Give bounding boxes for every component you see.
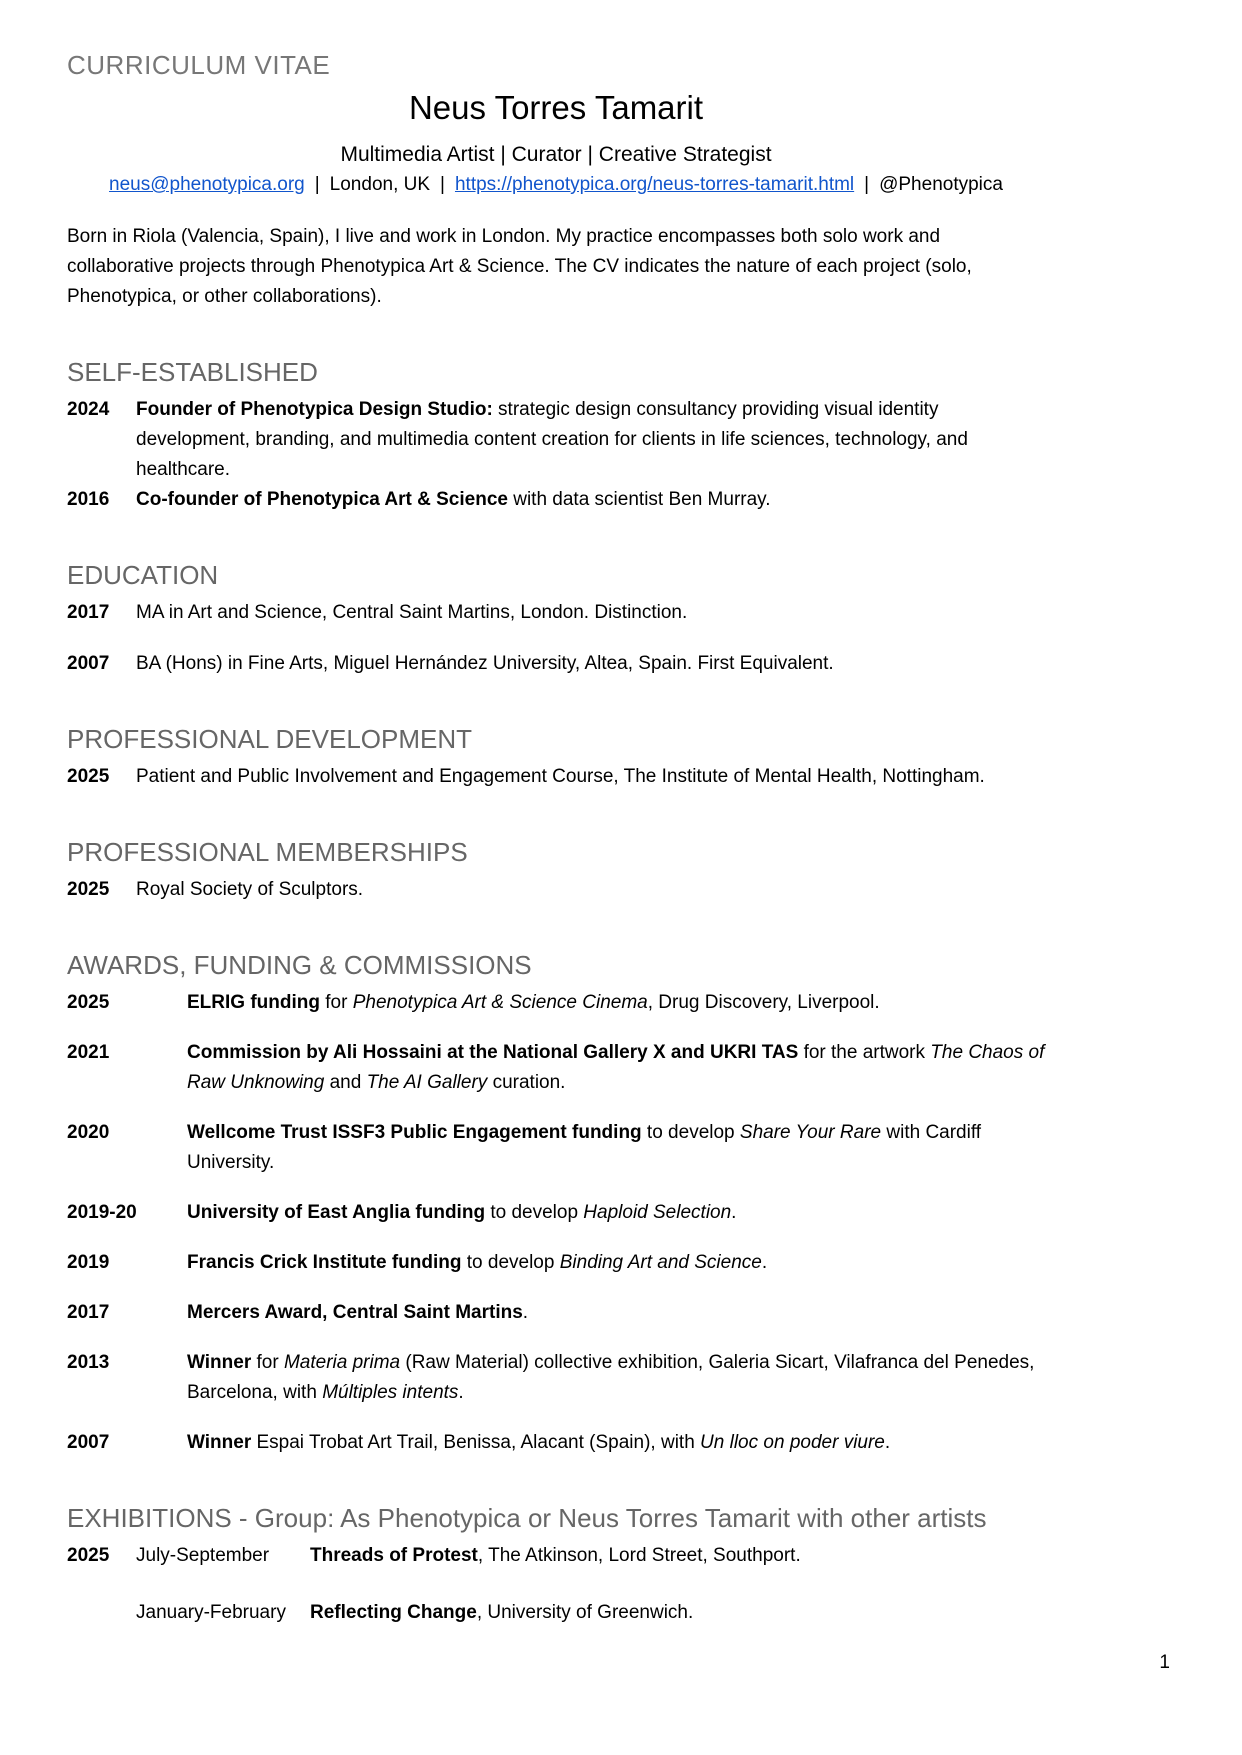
entry-text-segment: strategic design consultancy providing visual identity development, branding, and multimedia content creation for clients in life sciences, technology, and healthcare. (136, 399, 968, 480)
entry-row (67, 1298, 1045, 1328)
entry-text (187, 1118, 1045, 1178)
entry-text (136, 395, 1045, 485)
entry-row (67, 988, 1045, 1018)
entry-text (310, 1541, 1045, 1571)
contact-separator: | (864, 174, 870, 195)
entry-period: July-September (136, 1545, 270, 1566)
entry-text (136, 485, 1045, 515)
role-line: Multimedia Artist | Curator | Creative Strategist (340, 143, 772, 166)
social-handle: @Phenotypica (879, 174, 1003, 195)
entry-text-segment: Un lloc on poder viure (700, 1432, 885, 1453)
intro-paragraph: Born in Riola (Valencia, Spain), I live and work in London. My practice encompasses both solo work and collaborative projects through Phenotypica Art & Science. The CV indicates the nature of each project (solo, Phenotypica, or other collaborations). (67, 226, 972, 307)
entry-text (187, 1038, 1045, 1098)
entry-row (67, 649, 1045, 679)
entry-text-segment: with data scientist Ben Murray. (507, 489, 771, 510)
entry-text-segment: Espai Trobat Art Trail, Benissa, Alacant (Spain), with (251, 1432, 701, 1453)
entry-text-segment: MA in Art and Science, Central Saint Martins, London. Distinction. (136, 602, 688, 623)
person-name: Neus Torres Tamarit (408, 89, 704, 126)
entry-year: 2017 (67, 1302, 110, 1323)
entry-row (67, 1198, 1045, 1228)
entry-row (67, 1348, 1045, 1408)
section-heading: EDUCATION (67, 560, 219, 590)
section-heading: PROFESSIONAL DEVELOPMENT (67, 724, 473, 754)
entry-text-segment: for (251, 1352, 284, 1373)
entry-text-segment: for the artwork (798, 1042, 931, 1063)
entry-text-segment: The AI Gallery (366, 1072, 488, 1093)
entry-text-segment: . (761, 1252, 768, 1273)
entry-text-segment: . (884, 1432, 891, 1453)
entry-text-segment: . (731, 1202, 737, 1223)
entry-text-segment: Commission by Ali Hossaini at the National Gallery X and UKRI TAS (187, 1042, 799, 1063)
entry-text-segment: , Drug Discovery, Liverpool. (647, 992, 880, 1013)
entry-text-segment: with Cardiff University. (187, 1122, 982, 1173)
entry-year: 2024 (67, 399, 110, 420)
section (67, 560, 1045, 679)
section-heading: PROFESSIONAL MEMBERSHIPS (67, 837, 468, 867)
entry-year: 2025 (67, 1545, 110, 1566)
entry-text-segment: Patient and Public Involvement and Engagement Course, The Institute of Mental Health, Nottingham. (136, 766, 985, 787)
entry-text-segment: BA (Hons) in Fine Arts, Miguel Hernández University, Altea, Spain. First Equivalent. (136, 653, 834, 674)
entry-row (67, 598, 1045, 628)
entry-text (187, 1198, 1045, 1228)
entry-text-segment: for (319, 992, 353, 1013)
contact-separator: | (314, 174, 320, 195)
contact-separator: | (440, 174, 445, 195)
entry-text (136, 598, 1045, 628)
website-link[interactable]: https://phenotypica.org/neus-torres-tamarit.html (454, 174, 855, 195)
entry-year: 2013 (67, 1352, 110, 1373)
section-heading: SELF-ESTABLISHED (67, 357, 318, 387)
entry-text-segment: (Raw Material) collective exhibition, Galeria Sicart, Vilafranca del Penedes, Barcelona, with (187, 1352, 1035, 1403)
entry-text-segment: curation. (487, 1072, 566, 1093)
entry-text-segment: Múltiples intents (322, 1382, 459, 1403)
entry-period: January-February (136, 1602, 286, 1623)
entry-text-segment: Winner (187, 1352, 252, 1373)
entry-text (187, 988, 1045, 1018)
entry-row (67, 1428, 1045, 1458)
entry-text-segment: . (458, 1382, 464, 1403)
entry-year: 2025 (67, 992, 110, 1013)
entry-text (310, 1598, 1045, 1628)
entry-text-segment: Francis Crick Institute funding (187, 1252, 462, 1273)
entry-text-segment: to develop (485, 1202, 584, 1223)
entry-year: 2021 (67, 1042, 110, 1063)
entry-year: 2016 (67, 489, 110, 510)
section (67, 950, 1045, 1458)
cv-content (67, 50, 1045, 1628)
entry-text (136, 649, 1045, 679)
entry-text-segment: and (324, 1072, 367, 1093)
entry-text-segment: Co-founder of Phenotypica Art & Science (136, 489, 508, 510)
entry-year: 2019-20 (67, 1202, 137, 1223)
email-link[interactable]: neus@phenotypica.org (109, 174, 305, 195)
entry-year: 2025 (67, 879, 110, 900)
entry-row (67, 1598, 1045, 1628)
entry-year: 2020 (67, 1122, 110, 1143)
entry-row (67, 1541, 1045, 1571)
entry-row (67, 395, 1045, 485)
section (67, 357, 1045, 515)
entry-text (187, 1298, 1045, 1328)
entry-year: 2019 (67, 1252, 110, 1273)
entry-year: 2007 (67, 653, 110, 674)
contact-line (67, 172, 1045, 198)
entry-row (67, 1038, 1045, 1098)
entry-row (67, 485, 1045, 515)
entry-text-segment: University of East Anglia funding (187, 1202, 486, 1223)
entry-text-segment: Threads of Protest (310, 1545, 478, 1566)
entry-text (187, 1428, 1045, 1458)
entry-row (67, 875, 1045, 905)
entry-row (67, 1248, 1045, 1278)
entry-text-segment: Haploid Selection (583, 1202, 732, 1223)
entry-year: 2007 (67, 1432, 110, 1453)
entry-text (136, 875, 1045, 905)
entry-text-segment: to develop (461, 1252, 560, 1273)
entry-text-segment: , The Atkinson, Lord Street, Southport. (477, 1545, 801, 1566)
section (67, 724, 1045, 792)
entry-text-segment: . (522, 1302, 529, 1323)
entry-text-segment: Founder of Phenotypica Design Studio: (136, 399, 493, 420)
entry-row (67, 1118, 1045, 1178)
entry-text-segment: Mercers Award, Central Saint Martins (187, 1302, 523, 1323)
sections (67, 357, 1045, 1628)
entry-text-segment: Wellcome Trust ISSF3 Public Engagement funding (187, 1122, 642, 1143)
entry-text-segment: ELRIG funding (187, 992, 320, 1013)
page-number: 1 (1159, 1652, 1170, 1673)
section (67, 1503, 1045, 1628)
entry-text-segment: Royal Society of Sculptors. (136, 879, 364, 900)
entry-text (187, 1248, 1045, 1278)
entry-text-segment: to develop (641, 1122, 740, 1143)
entry-text-segment: Share Your Rare (739, 1122, 882, 1143)
section-heading: AWARDS, FUNDING & COMMISSIONS (67, 950, 532, 980)
entry-text-segment: The Chaos of Raw Unknowing (187, 1042, 1045, 1093)
entry-text-segment: Phenotypica Art & Science Cinema (352, 992, 648, 1013)
document-label: CURRICULUM VITAE (67, 50, 331, 80)
entry-text-segment: Winner (187, 1432, 252, 1453)
entry-text (136, 762, 1045, 792)
entry-text-segment: Materia prima (283, 1352, 401, 1373)
section (67, 837, 1045, 905)
entry-year: 2017 (67, 602, 110, 623)
location-text: London, UK (329, 174, 431, 195)
entry-text (187, 1348, 1045, 1408)
entry-year: 2025 (67, 766, 110, 787)
entry-text-segment: Reflecting Change (310, 1602, 477, 1623)
entry-text-segment: , University of Greenwich. (476, 1602, 694, 1623)
entry-row (67, 762, 1045, 792)
entry-text-segment: Binding Art and Science (559, 1252, 762, 1273)
section-heading: EXHIBITIONS - Group: As Phenotypica or Neus Torres Tamarit with other artists (67, 1503, 987, 1533)
